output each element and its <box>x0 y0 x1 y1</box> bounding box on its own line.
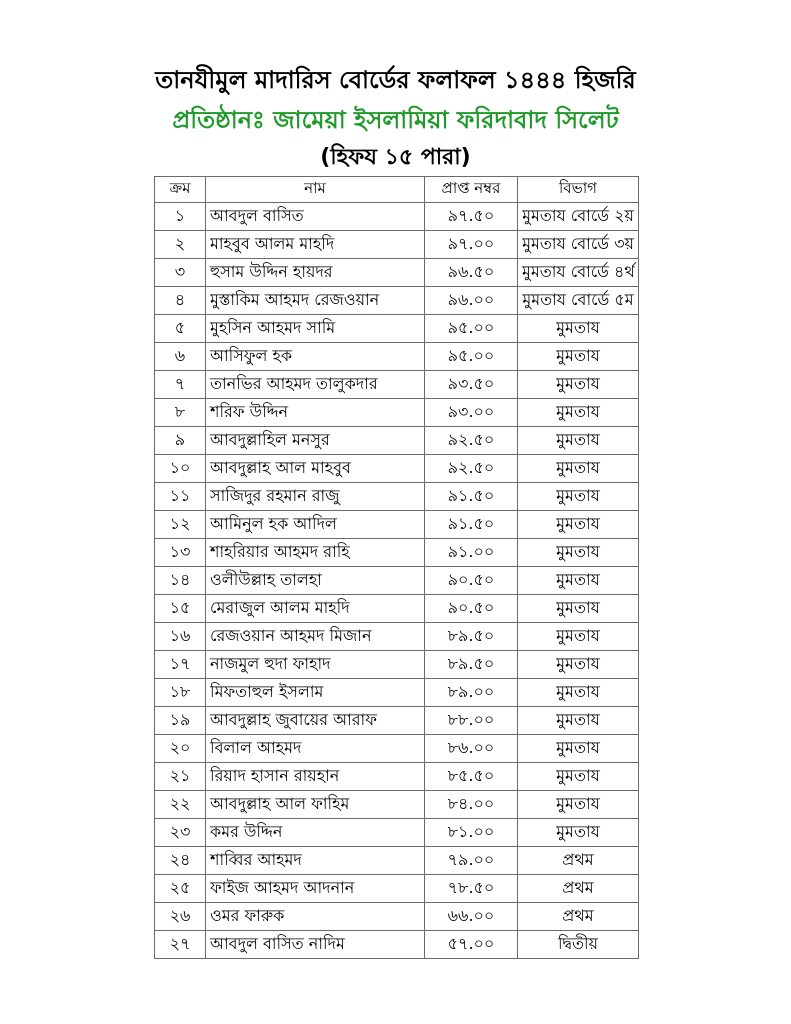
marks-cell: ৯৭.৫০ <box>425 203 518 231</box>
division-cell: মুমতায <box>518 427 639 455</box>
division-cell: মুমতায <box>518 707 639 735</box>
division-cell: মুমতায <box>518 371 639 399</box>
division-cell: মুমতায <box>518 651 639 679</box>
serial-cell: ২৩ <box>155 819 206 847</box>
name-cell: মেরাজুল আলম মাহদি <box>206 595 425 623</box>
name-cell: ওলীউল্লাহ তালহা <box>206 567 425 595</box>
marks-cell: ৮৯.৫০ <box>425 623 518 651</box>
serial-cell: ৭ <box>155 371 206 399</box>
serial-cell: ১২ <box>155 511 206 539</box>
marks-cell: ৮৬.০০ <box>425 735 518 763</box>
division-cell: প্রথম <box>518 847 639 875</box>
table-row <box>155 791 639 819</box>
serial-cell: ২০ <box>155 735 206 763</box>
name-cell: আবদুল্লাহিল মনসুর <box>206 427 425 455</box>
marks-cell: ৯২.৫০ <box>425 427 518 455</box>
marks-cell: ৯৬.০০ <box>425 287 518 315</box>
table-row <box>155 567 639 595</box>
name-cell: মুস্তাকিম আহমদ রেজওয়ান <box>206 287 425 315</box>
division-cell: মুমতায <box>518 567 639 595</box>
table-row <box>155 483 639 511</box>
serial-cell: ১৪ <box>155 567 206 595</box>
serial-cell: ১৭ <box>155 651 206 679</box>
division-cell: মুমতায বোর্ডে ৫ম <box>518 287 639 315</box>
institution-title: প্রতিষ্ঠানঃ জামেয়া ইসলামিয়া ফরিদাবাদ সিলেট <box>172 106 619 134</box>
table-row <box>155 539 639 567</box>
marks-cell: ৮৯.৫০ <box>425 651 518 679</box>
marks-cell: ৯১.৫০ <box>425 511 518 539</box>
marks-cell: ৯১.৫০ <box>425 483 518 511</box>
exam-subtitle: (হিফয ১৫ পারা) <box>320 145 471 170</box>
column-header-division: বিভাগ <box>518 177 639 203</box>
division-cell: মুমতায <box>518 399 639 427</box>
serial-cell: ২৬ <box>155 903 206 931</box>
name-cell: আবদুল বাসিত <box>206 203 425 231</box>
marks-cell: ৮৫.৫০ <box>425 763 518 791</box>
serial-cell: ২১ <box>155 763 206 791</box>
serial-cell: ৯ <box>155 427 206 455</box>
serial-cell: ৩ <box>155 259 206 287</box>
marks-cell: ৯০.৫০ <box>425 595 518 623</box>
marks-cell: ৮৪.০০ <box>425 791 518 819</box>
marks-cell: ৯২.৫০ <box>425 455 518 483</box>
name-cell: হুসাম উদ্দিন হায়দর <box>206 259 425 287</box>
marks-cell: ৯১.০০ <box>425 539 518 567</box>
marks-cell: ৯৫.০০ <box>425 315 518 343</box>
marks-cell: ৭৮.৫০ <box>425 875 518 903</box>
name-cell: রিয়াদ হাসান রায়হান <box>206 763 425 791</box>
table-row <box>155 315 639 343</box>
table-row <box>155 819 639 847</box>
division-cell: মুমতায <box>518 763 639 791</box>
name-cell: শরিফ উদ্দিন <box>206 399 425 427</box>
table-row <box>155 231 639 259</box>
table-row <box>155 455 639 483</box>
name-cell: আসিফুল হক <box>206 343 425 371</box>
division-cell: মুমতায <box>518 819 639 847</box>
result-title: তানযীমুল মাদারিস বোর্ডের ফলাফল ১৪৪৪ হিজরি <box>155 66 636 94</box>
table-row <box>155 875 639 903</box>
division-cell: মুমতায <box>518 511 639 539</box>
division-cell: মুমতায <box>518 679 639 707</box>
name-cell: রেজওয়ান আহমদ মিজান <box>206 623 425 651</box>
marks-cell: ৮১.০০ <box>425 819 518 847</box>
serial-cell: ১ <box>155 203 206 231</box>
division-cell: মুমতায <box>518 455 639 483</box>
column-header-serial: ক্রম <box>155 177 206 203</box>
table-row <box>155 595 639 623</box>
division-cell: মুমতায <box>518 595 639 623</box>
marks-cell: ৮৯.০০ <box>425 679 518 707</box>
division-cell: মুমতায <box>518 343 639 371</box>
serial-cell: ১০ <box>155 455 206 483</box>
name-cell: শাহরিয়ার আহমদ রাহি <box>206 539 425 567</box>
serial-cell: ৮ <box>155 399 206 427</box>
table-row <box>155 847 639 875</box>
marks-cell: ৯৩.৫০ <box>425 371 518 399</box>
marks-cell: ৬৬.০০ <box>425 903 518 931</box>
name-cell: বিলাল আহমদ <box>206 735 425 763</box>
division-cell: মুমতায বোর্ডে ৪র্থ <box>518 259 639 287</box>
name-cell: মিফতাহুল ইসলাম <box>206 679 425 707</box>
division-cell: মুমতায বোর্ডে ৩য় <box>518 231 639 259</box>
table-row <box>155 651 639 679</box>
serial-cell: ১১ <box>155 483 206 511</box>
division-cell: মুমতায <box>518 315 639 343</box>
column-header-name: নাম <box>206 177 425 203</box>
results-body <box>155 203 639 959</box>
serial-cell: ১৯ <box>155 707 206 735</box>
division-cell: দ্বিতীয় <box>518 931 639 959</box>
name-cell: শাব্বির আহমদ <box>206 847 425 875</box>
table-row <box>155 763 639 791</box>
division-cell: মুমতায বোর্ডে ২য় <box>518 203 639 231</box>
division-cell: মুমতায <box>518 623 639 651</box>
name-cell: মাহবুব আলম মাহদি <box>206 231 425 259</box>
division-cell: মুমতায <box>518 483 639 511</box>
name-cell: কমর উদ্দিন <box>206 819 425 847</box>
marks-cell: ৫৭.০০ <box>425 931 518 959</box>
table-row <box>155 427 639 455</box>
serial-cell: ৫ <box>155 315 206 343</box>
division-cell: মুমতায <box>518 539 639 567</box>
table-row <box>155 679 639 707</box>
marks-cell: ৯০.৫০ <box>425 567 518 595</box>
marks-cell: ৭৯.০০ <box>425 847 518 875</box>
division-cell: প্রথম <box>518 875 639 903</box>
table-row <box>155 399 639 427</box>
marks-cell: ৮৮.০০ <box>425 707 518 735</box>
table-row <box>155 903 639 931</box>
name-cell: তানভির আহমদ তালুকদার <box>206 371 425 399</box>
name-cell: আবদুল বাসিত নাদিম <box>206 931 425 959</box>
name-cell: মুহসিন আহমদ সামি <box>206 315 425 343</box>
table-row <box>155 707 639 735</box>
name-cell: আবদুল্লাহ আল ফাহিম <box>206 791 425 819</box>
marks-cell: ৯৭.০০ <box>425 231 518 259</box>
serial-cell: ২৪ <box>155 847 206 875</box>
results-table <box>154 176 639 959</box>
serial-cell: ১৫ <box>155 595 206 623</box>
division-cell: মুমতায <box>518 791 639 819</box>
name-cell: আবদুল্লাহ আল মাহবুব <box>206 455 425 483</box>
serial-cell: ২৭ <box>155 931 206 959</box>
serial-cell: ১৬ <box>155 623 206 651</box>
table-row <box>155 623 639 651</box>
table-row <box>155 343 639 371</box>
table-row <box>155 259 639 287</box>
table-row <box>155 931 639 959</box>
name-cell: ফাইজ আহমদ আদনান <box>206 875 425 903</box>
name-cell: নাজমুল হুদা ফাহাদ <box>206 651 425 679</box>
table-row <box>155 371 639 399</box>
division-cell: প্রথম <box>518 903 639 931</box>
serial-cell: ২৫ <box>155 875 206 903</box>
name-cell: সাজিদুর রহমান রাজু <box>206 483 425 511</box>
table-header-row <box>155 177 639 203</box>
name-cell: ওমর ফারুক <box>206 903 425 931</box>
name-cell: আবদুল্লাহ জুবায়ের আরাফ <box>206 707 425 735</box>
column-header-marks: প্রাপ্ত নম্বর <box>425 177 518 203</box>
marks-cell: ৯৫.০০ <box>425 343 518 371</box>
marks-cell: ৯৬.৫০ <box>425 259 518 287</box>
serial-cell: ২ <box>155 231 206 259</box>
table-row <box>155 511 639 539</box>
serial-cell: ১৩ <box>155 539 206 567</box>
serial-cell: ৪ <box>155 287 206 315</box>
serial-cell: ১৮ <box>155 679 206 707</box>
table-row <box>155 287 639 315</box>
table-row <box>155 735 639 763</box>
marks-cell: ৯৩.০০ <box>425 399 518 427</box>
table-row <box>155 203 639 231</box>
name-cell: আমিনুল হক আদিল <box>206 511 425 539</box>
serial-cell: ৬ <box>155 343 206 371</box>
serial-cell: ২২ <box>155 791 206 819</box>
division-cell: মুমতায <box>518 735 639 763</box>
